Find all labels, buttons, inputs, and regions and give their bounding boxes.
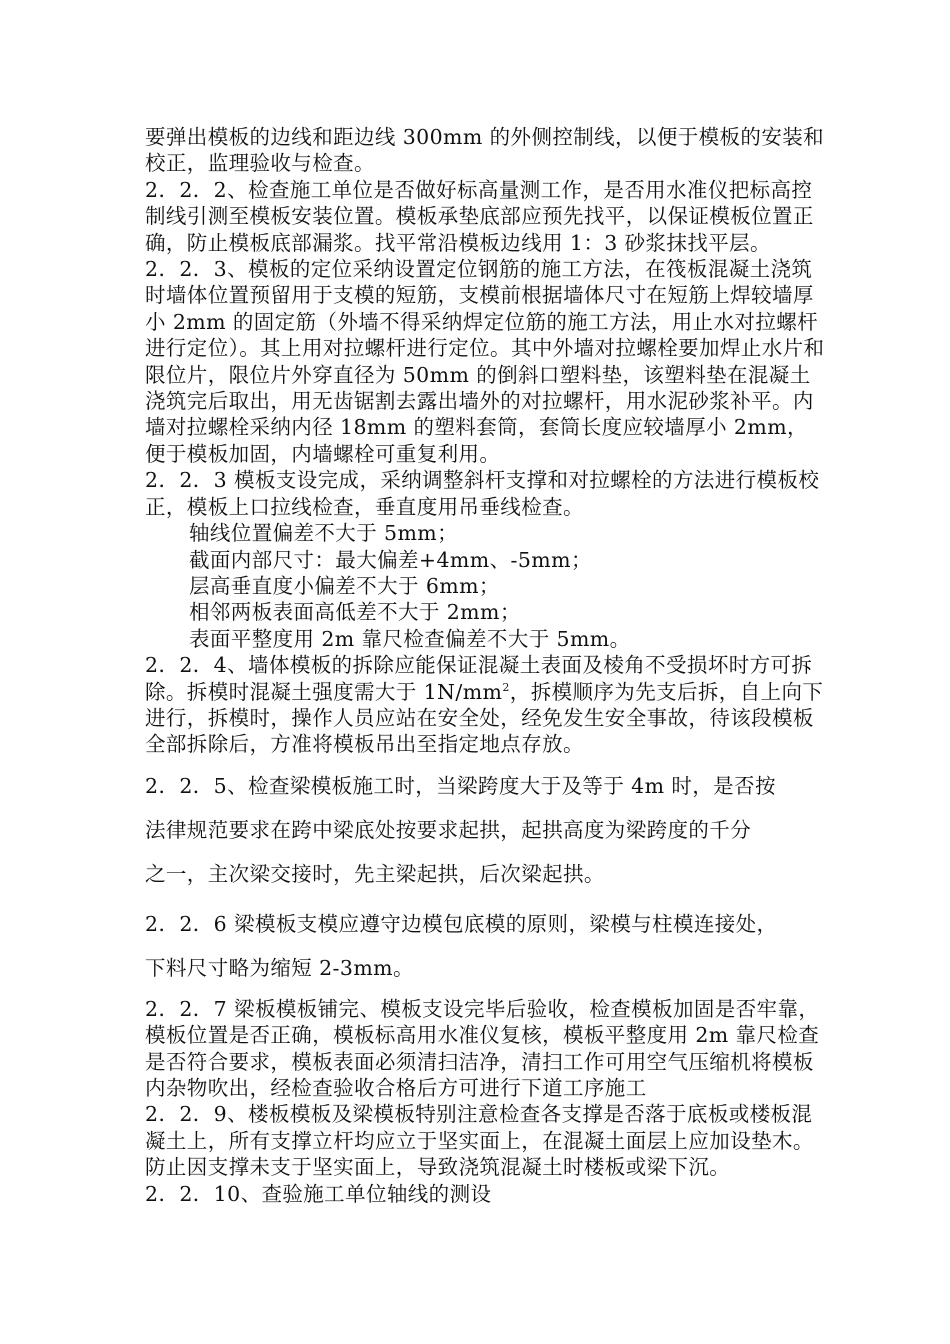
paragraph-2-2-9: 2．2．9、楼板模板及梁模板特别注意检查各支撑是否落于底板或楼板混凝土上，所有支撑立杆均应立于坚实面上，在混凝土面层上应加设垫木。防止因支撑未支于坚实面上，导致浇筑混凝土时楼板或梁下沉。: [145, 1102, 814, 1180]
paragraph-2-2-2: 2．2．2、检查施工单位是否做好标高量测工作，是否用水准仪把标高控制线引测至模板安装位置。模板承垫底部应预先找平，以保证模板位置正确，防止模板底部漏浆。找平常沿模板边线用 1：3 砂浆抹找平层。: [145, 177, 814, 255]
tolerance-item: 层高垂直度小偏差不大于 6mm；: [189, 573, 500, 598]
paragraph-line: 下料尺寸略为缩短 2-3mm。: [145, 955, 414, 980]
tolerance-item: 相邻两板表面高低差不大于 2mm；: [189, 600, 521, 625]
paragraph-2-2-6: [145, 902, 825, 990]
document-body: [145, 124, 825, 1207]
paragraph-2-2-3-b: 2．2．3 模板支设完成，采纳调整斜杆支撑和对拉螺栓的方法进行模板校正，模板上口拉线检查，垂直度用吊垂线检查。: [145, 468, 820, 519]
paragraph-2-2-10: 2．2．10、查验施工单位轴线的测设: [145, 1181, 492, 1206]
paragraph-2-2-7: 2．2．7 梁板模板铺完、模板支设完毕后验收，检查模板加固是否牢靠，模板位置是否正确，模板标高用水准仪复核，模板平整度用 2m 靠尺检查是否符合要求，模板表面必须清扫洁净，清扫工作可用空气压缩机将模板内杂物吹出，经检查验收合格后方可进行下道工序施工: [145, 996, 820, 1100]
tolerance-item: 表面平整度用 2m 靠尺检查偏差不大于 5mm。: [189, 626, 631, 651]
tolerance-item: 截面内部尺寸：最大偏差+4mm、-5mm；: [189, 547, 592, 572]
paragraph-2-2-5: [145, 764, 825, 896]
tolerance-item: 轴线位置偏差不大于 5mm；: [189, 521, 459, 546]
paragraph-line: 之一，主次梁交接时，先主梁起拱，后次梁起拱。: [145, 861, 605, 886]
paragraph-2-2-4-part-a: 2．2．4、墙体模板的拆除应能保证混凝土表面及棱角不受损坏时方可拆除。拆模时混凝土强度需大于 1N/mm: [145, 653, 813, 704]
paragraph-line: 2．2．5、检查梁模板施工时，当梁跨度大于及等于 4m 时，是否按: [145, 773, 776, 798]
paragraph-line: 法律规范要求在跨中梁底处按要求起拱，起拱高度为梁跨度的千分: [145, 817, 752, 842]
paragraph-intro: 要弹出模板的边线和距边线 300mm 的外侧控制线，以便于模板的安装和校正，监理验收与检查。: [145, 125, 825, 176]
paragraph-2-2-4: [145, 652, 825, 758]
tolerance-list: [145, 520, 825, 652]
paragraph-line: 2．2．6 梁模板支模应遵守边模包底模的原则，梁模与柱模连接处，: [145, 911, 778, 936]
superscript-exponent: 2: [502, 680, 510, 694]
paragraph-2-2-3: 2．2．3、模板的定位采纳设置定位钢筋的施工方法，在筏板混凝土浇筑时墙体位置预留用于支模的短筋，支模前根据墙体尺寸在短筋上焊较墙厚小 2mm 的固定筋（外墙不得采纳焊定位筋的施工方法，用止水对拉螺杆进行定位）。其上用对拉螺杆进行定位。其中外墙对拉螺栓要加焊止水片和限位片，限位片外穿直径为 50mm 的倒斜口塑料垫，该塑料垫在混凝土浇筑完后取出，用无齿锯割去露出墙外的对拉螺杆，用水泥砂浆补平。内墙对拉螺栓采纳内径 18mm 的塑料套筒，套筒长度应较墙厚小 2mm，便于模板加固，内墙螺栓可重复利用。: [145, 257, 825, 466]
paragraph-2-2-4-part-b: ，拆模顺序为先支后拆，自上向下进行，拆模时，操作人员应站在安全处，经免发生安全事故，待该段模板全部拆除后，方准将模板吊出至指定地点存放。: [145, 679, 824, 757]
